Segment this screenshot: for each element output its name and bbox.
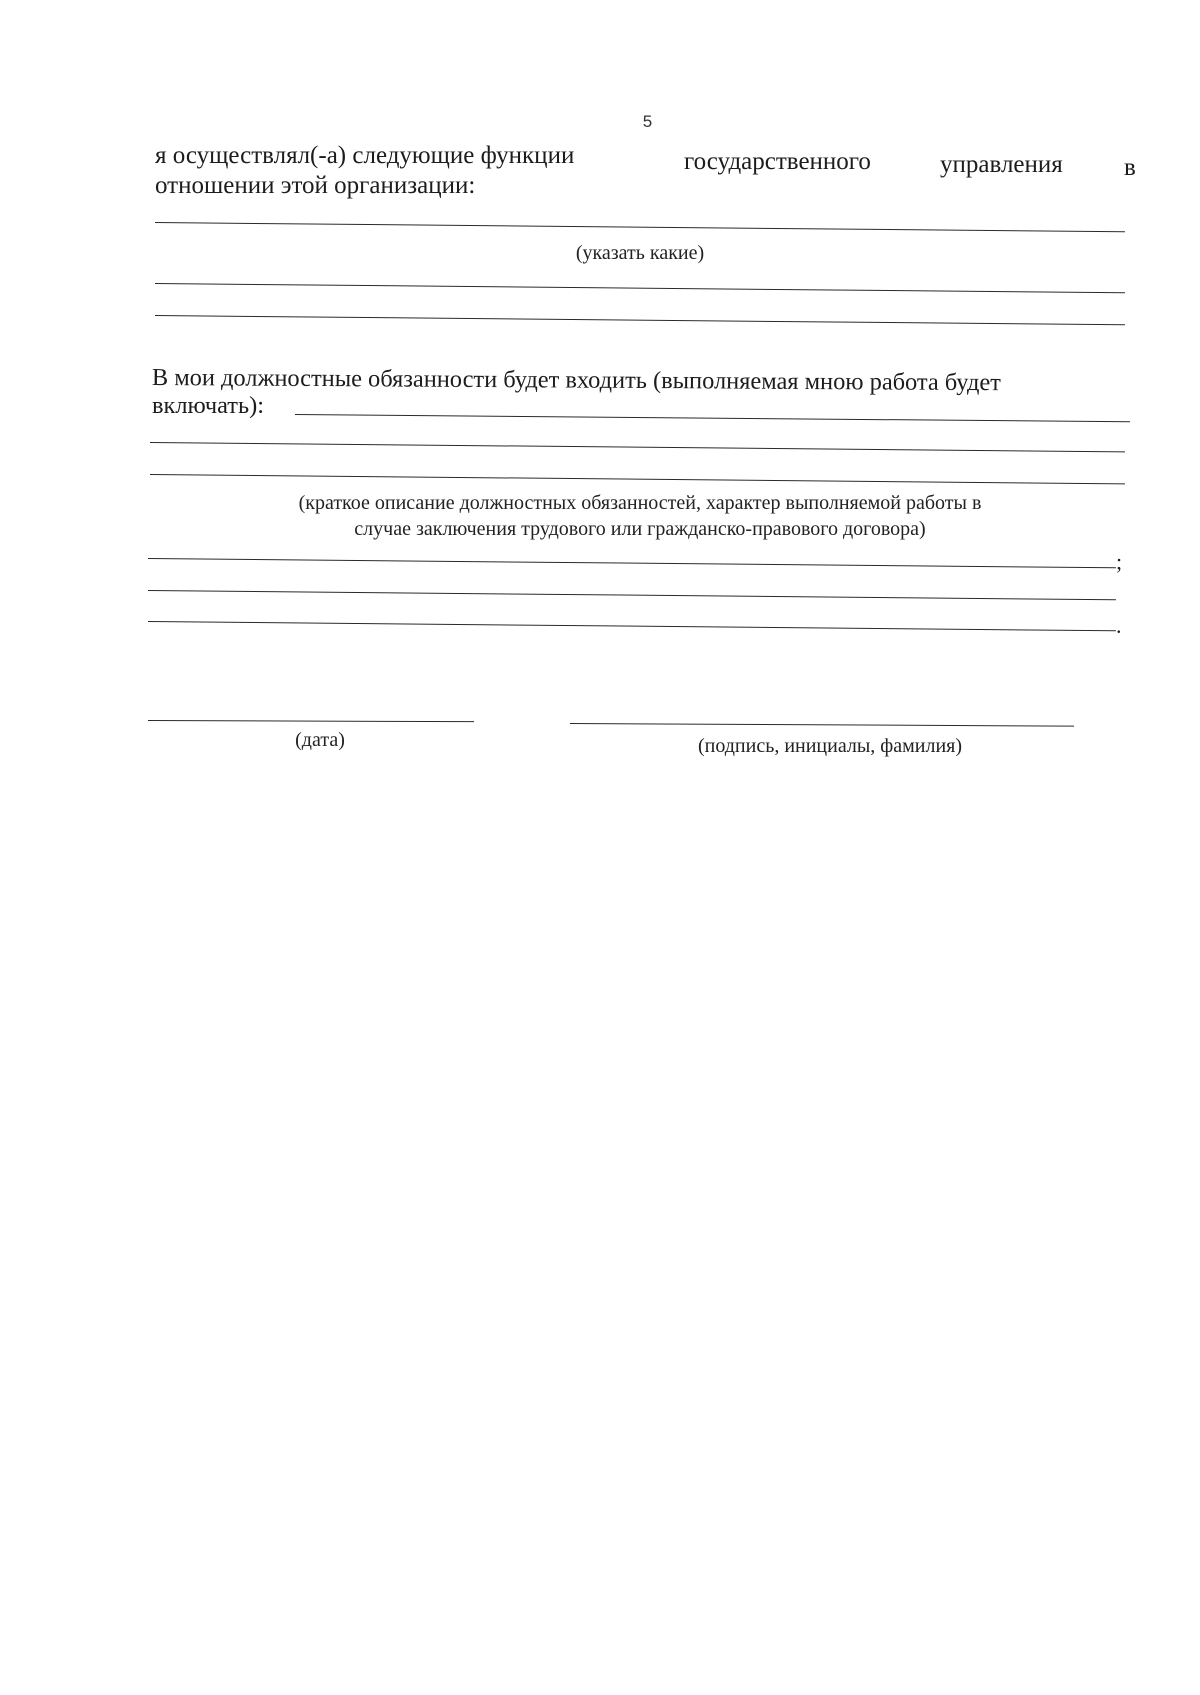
caption-duties-line-1: (краткое описание должностных обязанностей, характер выполняемой работы в: [298, 492, 982, 514]
section1-word-2: государственного: [684, 148, 871, 175]
blank-line-duties-5: [148, 590, 1116, 600]
section1-word-1: я осуществлял(-а) следующие функции: [155, 142, 575, 169]
date-line: [148, 720, 474, 722]
blank-line-duties-3: [150, 474, 1125, 484]
blank-line-duties-2: [150, 442, 1125, 452]
blank-line-functions-3: [155, 315, 1125, 325]
blank-line-duties-1: [295, 414, 1130, 422]
signature-caption: (подпись, инициалы, фамилия): [697, 735, 963, 757]
section2-line-2-prefix: включать):: [152, 392, 264, 419]
blank-line-functions-2: [155, 283, 1125, 293]
semicolon-mark: ;: [1116, 549, 1123, 574]
blank-line-functions-1: [155, 222, 1125, 232]
blank-line-duties-4: [148, 558, 1116, 568]
caption-duties-line-2: случае заключения трудового или гражданско-правового договора): [354, 518, 926, 540]
caption-specify-which: (указать какие): [575, 242, 705, 264]
blank-line-duties-6: [148, 621, 1116, 631]
period-mark: .: [1116, 613, 1122, 638]
signature-line: [570, 723, 1074, 727]
date-caption: (дата): [295, 729, 345, 751]
page-number: 5: [642, 112, 653, 131]
section1-word-4: в: [1124, 154, 1136, 181]
section2-line-1: В мои должностные обязанности будет входить (выполняемая мною работа будет: [151, 364, 1001, 397]
section1-line-2: отношении этой организации:: [155, 172, 476, 199]
section1-word-3: управления: [940, 151, 1063, 178]
